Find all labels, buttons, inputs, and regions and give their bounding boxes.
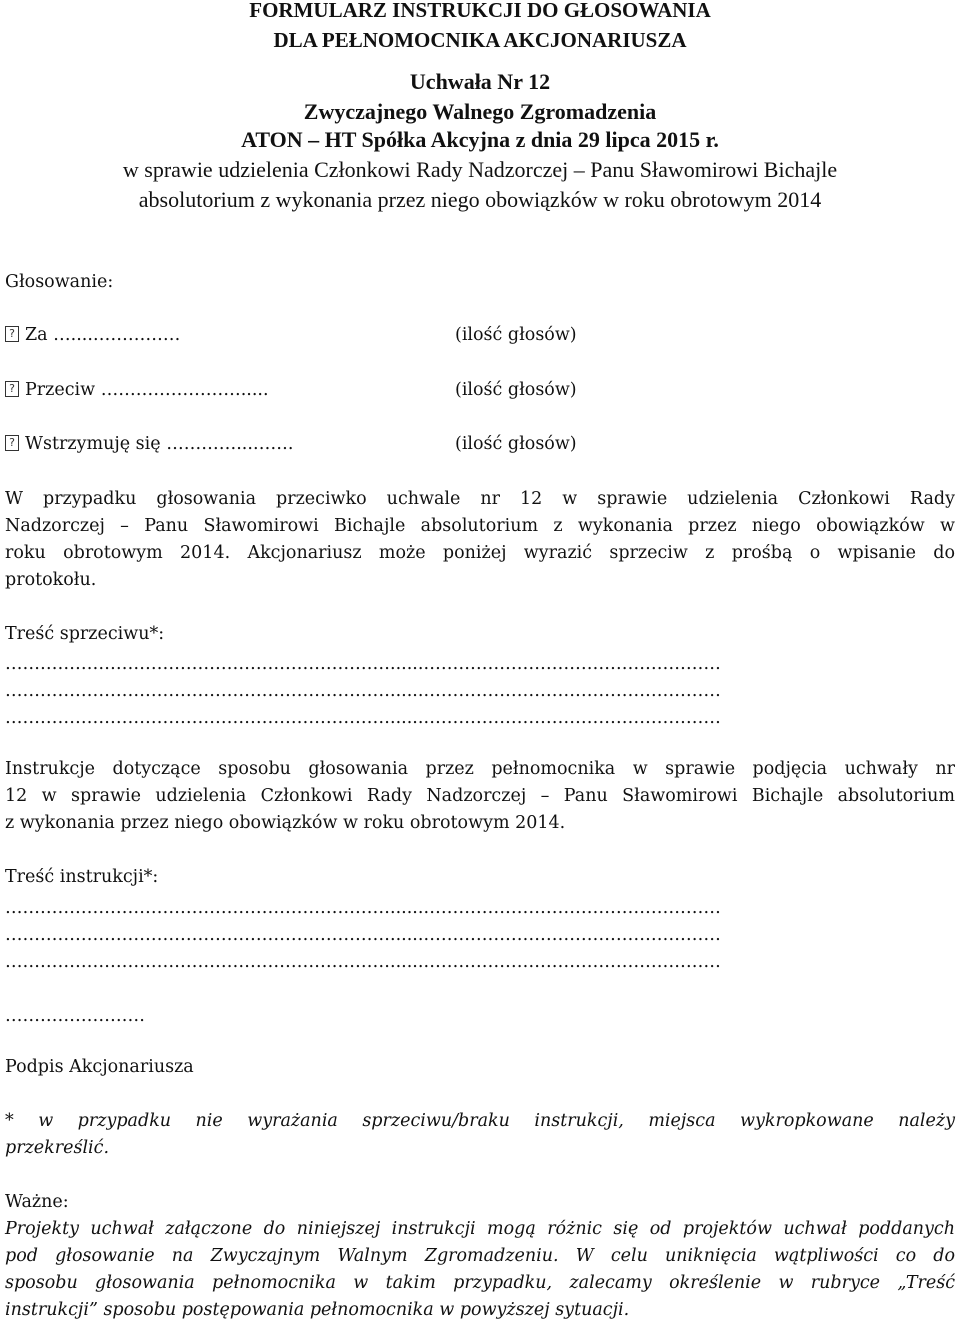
form-title-line2: DLA PEŁNOMOCNIKA AKCJONARIUSZA bbox=[273, 28, 687, 52]
important-label: Ważne: bbox=[5, 1192, 69, 1212]
important-line: instrukcji” sposobu postępowania pełnomocnika w powyższej sytuacji. bbox=[5, 1300, 630, 1320]
objection-line-2[interactable]: …………………………………………………………......…………………………………………… bbox=[5, 681, 721, 701]
vote-count-field[interactable]: …....…………… bbox=[53, 325, 181, 345]
vote-option-label: Za bbox=[25, 325, 48, 345]
voting-label: Głosowanie: bbox=[5, 272, 114, 292]
vote-option-label: Przeciw bbox=[25, 380, 96, 400]
paragraph-line: roku obrotowym 2014. Akcjonariusz może poniżej wyrazić sprzeciw z prośbą o wpisanie do bbox=[5, 543, 955, 563]
vote-option-against[interactable] bbox=[5, 377, 625, 404]
instructions-line-3[interactable]: …………………………………………………………......…………………………………………… bbox=[5, 952, 721, 972]
paragraph-line: protokołu. bbox=[5, 570, 97, 590]
important-line: Projekty uchwał załączone do niniejszej instrukcji mogą różnic się od projektów uchwał poddanych bbox=[5, 1219, 955, 1239]
instructions-line-2[interactable]: …………………………………………………………......…………………………………………… bbox=[5, 925, 721, 945]
important-line: pod głosowanie na Zwyczajnym Walnym Zgromadzeniu. W celu uniknięcia wątpliwości co do bbox=[5, 1246, 955, 1266]
form-title-line1: FORMULARZ INSTRUKCJI DO GŁOSOWANIA bbox=[249, 0, 711, 22]
objection-line-3[interactable]: …………………………………………………………......…………………………………………… bbox=[5, 708, 721, 728]
paragraph-line: Instrukcje dotyczące sposobu głosowania przez pełnomocnika w sprawie podjęcia uchwały nr bbox=[5, 759, 955, 779]
important-note bbox=[5, 1216, 955, 1324]
important-line: sposobu głosowania pełnomocnika w takim przypadku, zalecamy określenie w rubryce „Treść bbox=[5, 1273, 955, 1293]
vote-option-abstain[interactable] bbox=[5, 431, 625, 458]
signature-line[interactable]: …………………… bbox=[5, 1006, 145, 1026]
footnote-line: * w przypadku nie wyrażania sprzeciwu/braku instrukcji, miejsca wykropkowane należy bbox=[5, 1111, 955, 1131]
paragraph-line: Nadzorczej – Panu Sławomirowi Bichajle absolutorium z wykonania przez niego obowiązków w bbox=[5, 516, 955, 536]
vote-unit-label: (ilość głosów) bbox=[455, 434, 577, 454]
checkbox-for[interactable] bbox=[5, 326, 19, 342]
footnote bbox=[5, 1108, 955, 1162]
resolution-number: Uchwała Nr 12 bbox=[409, 69, 551, 94]
instructions-label: Treść instrukcji*: bbox=[5, 867, 159, 887]
resolution-topic-line1: w sprawie udzielenia Członkowi Rady Nadzorczej – Panu Sławomirowi Bichajle bbox=[122, 157, 838, 182]
objection-paragraph bbox=[5, 486, 955, 594]
paragraph-line: z wykonania przez niego obowiązków w roku obrotowym 2014. bbox=[5, 813, 566, 833]
vote-count-field[interactable]: …………...……. bbox=[166, 434, 294, 454]
paragraph-line: 12 w sprawie udzielenia Członkowi Rady Nadzorczej – Panu Sławomirowi Bichajle absolutorium bbox=[5, 786, 955, 806]
vote-unit-label: (ilość głosów) bbox=[455, 380, 577, 400]
signature-label: Podpis Akcjonariusza bbox=[5, 1057, 194, 1077]
paragraph-line: W przypadku głosowania przeciwko uchwale nr 12 w sprawie udzielenia Członkowi Rady bbox=[5, 489, 955, 509]
checkbox-against[interactable] bbox=[5, 381, 19, 397]
objection-label: Treść sprzeciwu*: bbox=[5, 624, 165, 644]
vote-count-field[interactable]: ……………………..... bbox=[100, 380, 269, 400]
resolution-topic-line2: absolutorium z wykonania przez niego obowiązków w roku obrotowym 2014 bbox=[138, 187, 822, 212]
vote-option-for[interactable] bbox=[5, 322, 625, 349]
resolution-company-date: ATON – HT Spółka Akcyjna z dnia 29 lipca 2015 r. bbox=[241, 127, 719, 152]
footnote-line: przekreślić. bbox=[5, 1138, 110, 1158]
vote-unit-label: (ilość głosów) bbox=[455, 325, 577, 345]
objection-line-1[interactable]: …………………………………………………………......…………………………………………… bbox=[5, 654, 721, 674]
vote-option-label: Wstrzymuję się bbox=[25, 434, 161, 454]
checkbox-abstain[interactable] bbox=[5, 435, 19, 451]
resolution-assembly: Zwyczajnego Walnego Zgromadzenia bbox=[303, 99, 657, 124]
instructions-paragraph bbox=[5, 756, 955, 837]
instructions-line-1[interactable]: …………………………………………………………......…………………………………………… bbox=[5, 898, 721, 918]
